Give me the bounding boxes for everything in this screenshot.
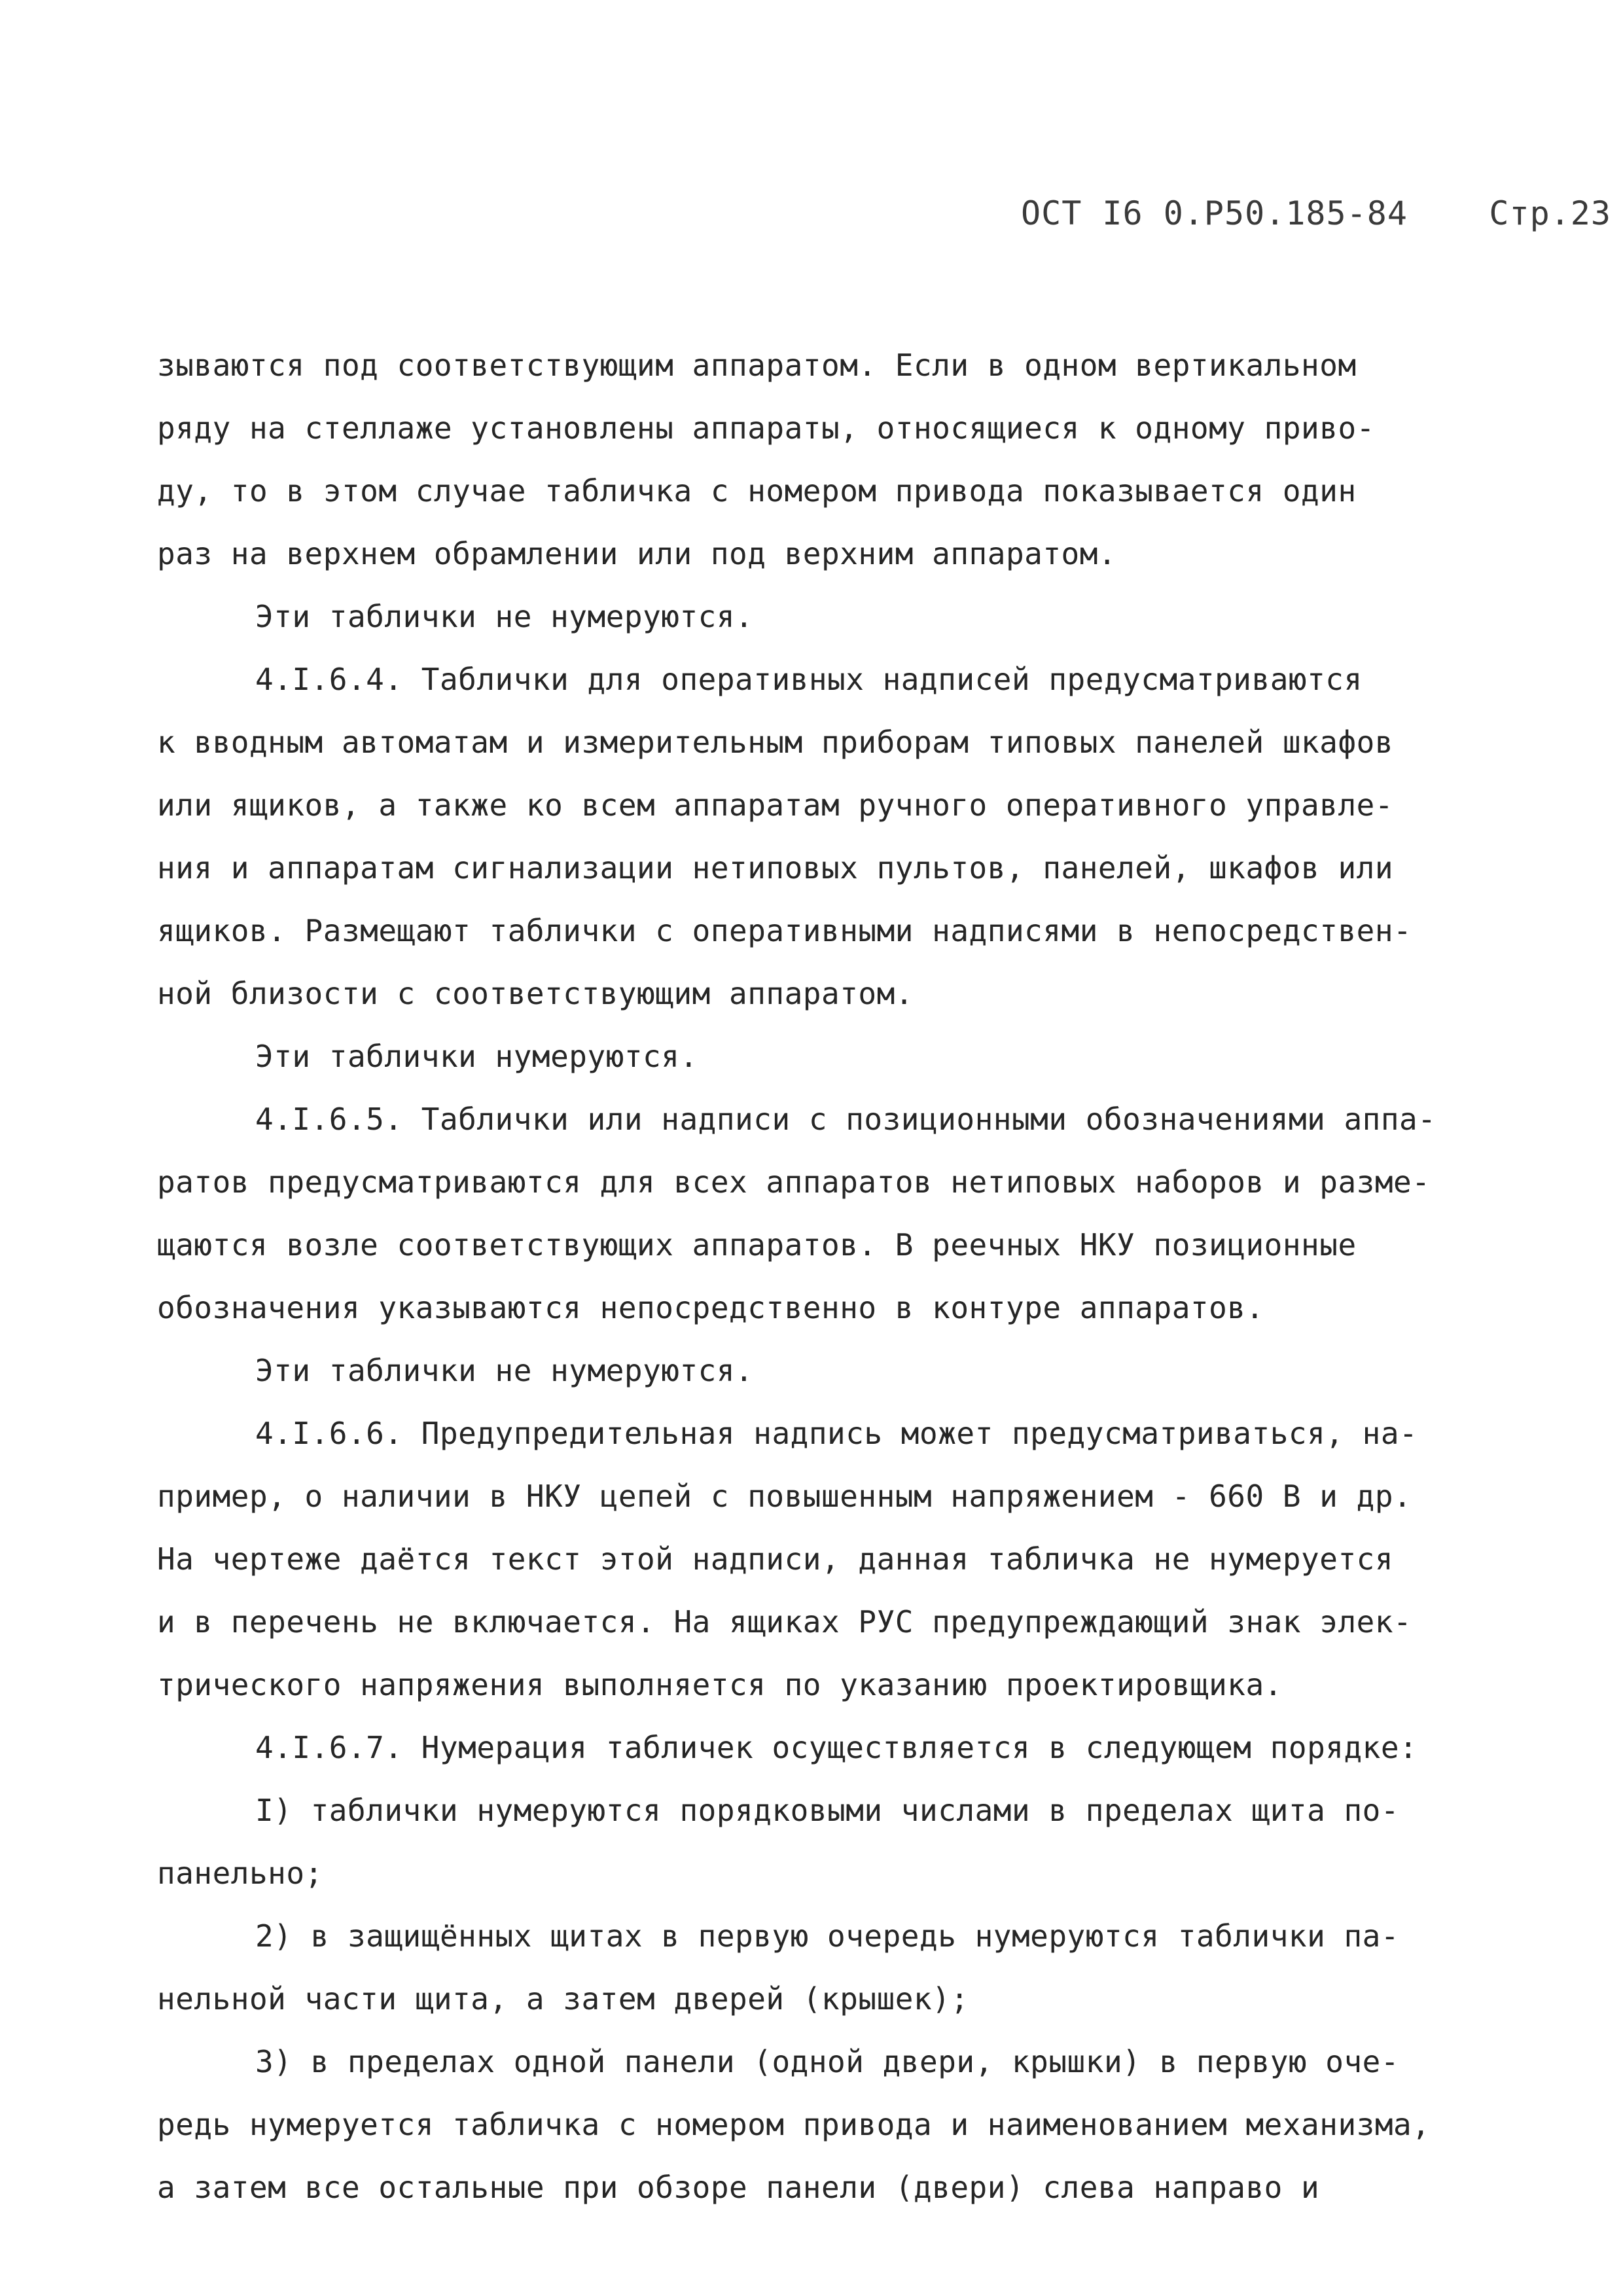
body-text xyxy=(157,334,1479,2219)
text-line: пример, о наличии в НКУ цепей с повышенным напряжением - 660 В и др. xyxy=(157,1479,1412,1514)
text-line: панельно; xyxy=(157,1856,323,1891)
page-header xyxy=(1021,194,1612,233)
text-line: Эти таблички нумеруются. xyxy=(255,1039,698,1074)
text-line: Эти таблички не нумеруются. xyxy=(255,599,754,634)
text-line: Эти таблички не нумеруются. xyxy=(255,1353,754,1388)
document-code: ОСТ I6 0.Р50.185-84 xyxy=(1021,194,1408,232)
text-line: трического напряжения выполняется по указанию проектировщика. xyxy=(157,1667,1283,1702)
text-line: а затем все остальные при обзоре панели (двери) слева направо и xyxy=(157,2170,1320,2205)
text-line: редь нумеруется табличка с номером привода и наименованием механизма, xyxy=(157,2107,1431,2142)
text-line: ряду на стеллаже установлены аппараты, относящиеся к одному приво- xyxy=(157,410,1375,446)
text-line: или ящиков, а также ко всем аппаратам ручного оперативного управле- xyxy=(157,787,1394,823)
section-4-1-6-4: 4.I.6.4. Таблички для оперативных надписей предусматриваются xyxy=(255,662,1363,697)
list-item-3: 3) в пределах одной панели (одной двери, крышки) в первую оче- xyxy=(255,2044,1400,2079)
section-4-1-6-7: 4.I.6.7. Нумерация табличек осуществляется в следующем порядке: xyxy=(255,1730,1418,1765)
text-line: зываются под соответствующим аппаратом. Если в одном вертикальном xyxy=(157,348,1357,383)
text-line: нельной части щита, а затем дверей (крышек); xyxy=(157,1981,969,2017)
text-line: ратов предусматриваются для всех аппаратов нетиповых наборов и разме- xyxy=(157,1164,1431,1200)
page-number: Стр.23 xyxy=(1489,194,1612,232)
text-line: щаются возле соответствующих аппаратов. В реечных НКУ позиционные xyxy=(157,1227,1357,1263)
text-line: ду, то в этом случае табличка с номером привода показывается один xyxy=(157,473,1357,509)
list-item-1: I) таблички нумеруются порядковыми числами в пределах щита по- xyxy=(255,1793,1400,1828)
list-item-2: 2) в защищённых щитах в первую очередь нумеруются таблички па- xyxy=(255,1918,1400,1954)
text-line: ной близости с соответствующим аппаратом. xyxy=(157,976,914,1011)
section-4-1-6-5: 4.I.6.5. Таблички или надписи с позиционными обозначениями аппа- xyxy=(255,1102,1436,1137)
text-line: и в перечень не включается. На ящиках РУС предупреждающий знак элек- xyxy=(157,1604,1412,1640)
text-line: ящиков. Размещают таблички с оперативными надписями в непосредствен- xyxy=(157,913,1412,948)
text-line: На чертеже даётся текст этой надписи, данная табличка не нумеруется xyxy=(157,1541,1394,1577)
text-line: обозначения указываются непосредственно в контуре аппаратов. xyxy=(157,1290,1264,1325)
text-line: ния и аппаратам сигнализации нетиповых пультов, панелей, шкафов или xyxy=(157,850,1394,886)
text-line: к вводным автоматам и измерительным приборам типовых панелей шкафов xyxy=(157,725,1394,760)
section-4-1-6-6: 4.I.6.6. Предупредительная надпись может предусматриваться, на- xyxy=(255,1416,1418,1451)
text-line: раз на верхнем обрамлении или под верхним аппаратом. xyxy=(157,536,1117,571)
